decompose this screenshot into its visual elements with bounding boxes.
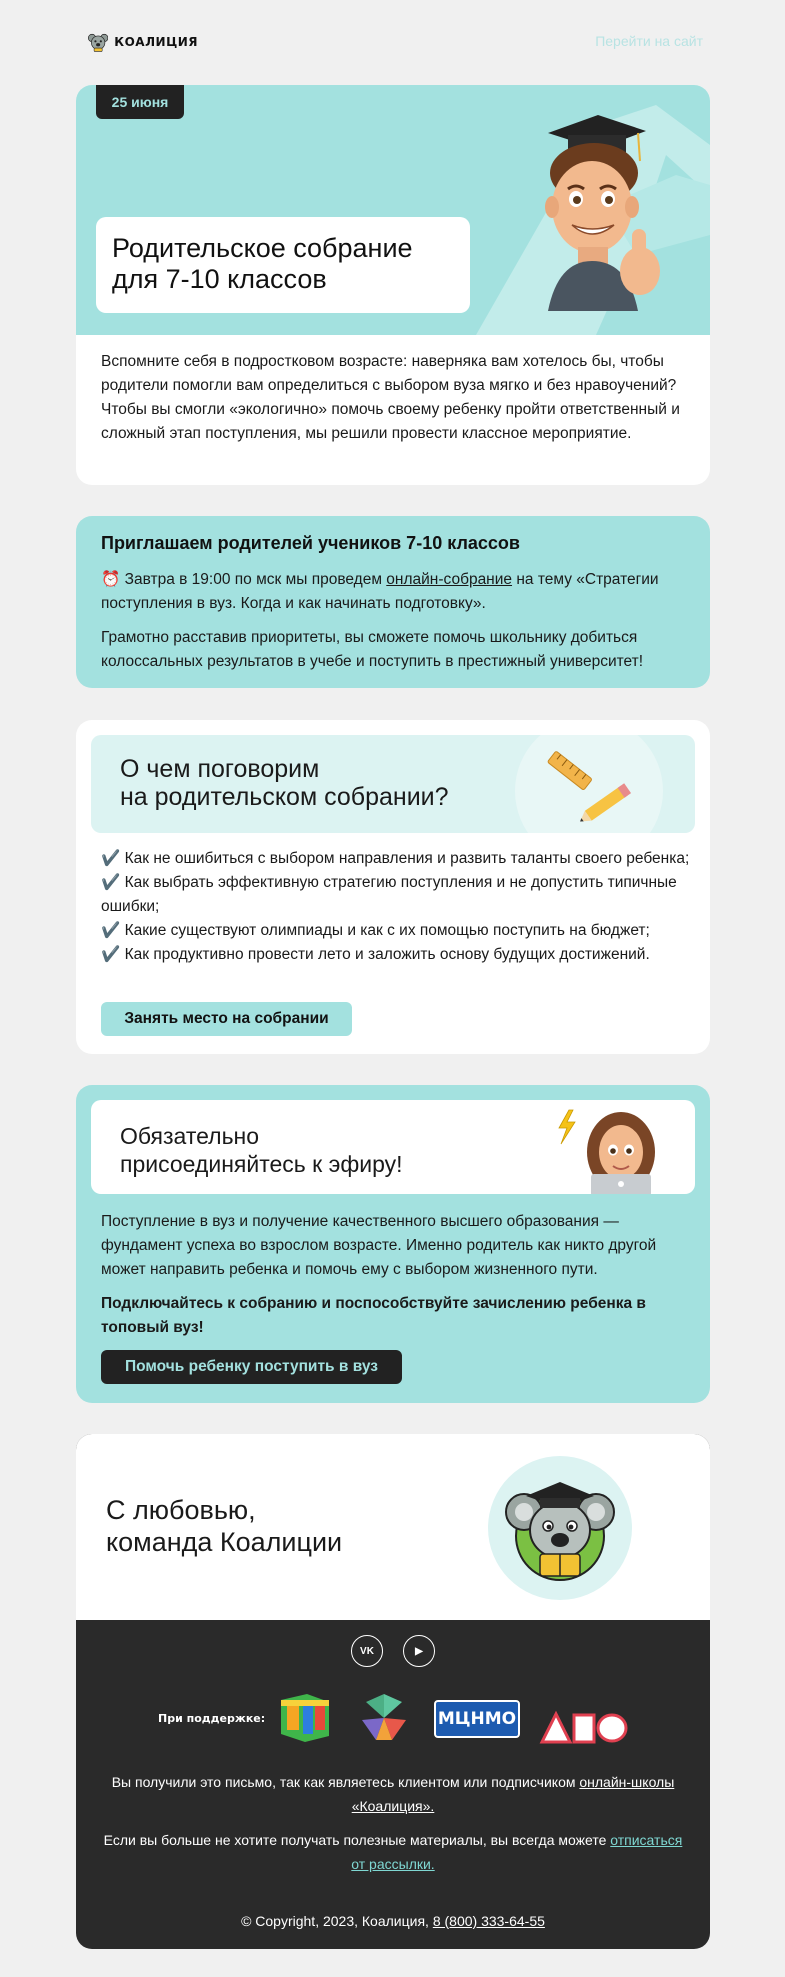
ruler-and-pencil-icon <box>539 745 639 825</box>
reserve-seat-button[interactable]: Занять место на собрании <box>101 1002 352 1036</box>
invite-card <box>76 516 710 688</box>
check-icon: ✔️ <box>101 874 121 891</box>
girl-with-laptop-image <box>553 1108 663 1194</box>
join-heading-line1: Обязательно <box>120 1123 260 1149</box>
invite-schedule-after: на тему «Стратегии поступления в вуз. Когда и как начинать подготовку». <box>101 571 659 612</box>
signoff-line1: С любовью, <box>106 1495 256 1525</box>
event-date-badge: 25 июня <box>96 85 184 119</box>
invite-schedule-text <box>101 568 691 616</box>
signoff-line2: команда Коалиции <box>106 1527 343 1557</box>
support-label: При поддержке: <box>158 1712 266 1725</box>
alarm-clock-icon: ⏰ <box>101 571 121 588</box>
unsubscribe-before: Если вы больше не хотите получать полезные материалы, вы всегда можете <box>103 1832 611 1848</box>
list-item <box>101 943 696 967</box>
topic-text: Как не ошибиться с выбором направления и развить таланты своего ребенка; <box>124 850 690 867</box>
invite-title: Приглашаем родителей учеников 7-10 классов <box>101 533 520 553</box>
topics-heading-line1: О чем поговорим <box>120 755 320 783</box>
hero-title-line2: для 7-10 классов <box>112 264 327 294</box>
join-banner <box>91 1100 695 1194</box>
subscription-reason-text <box>96 1770 690 1818</box>
signoff-section <box>76 1434 710 1620</box>
topics-heading <box>120 755 449 811</box>
partner-logo-cube[interactable] <box>277 1692 333 1744</box>
hero-title-line1: Родительское собрание <box>112 233 413 263</box>
topics-heading-line2: на родительском собрании? <box>120 783 449 811</box>
hero-card <box>76 85 710 485</box>
join-heading-line2: присоединяйтесь к эфиру! <box>120 1151 403 1177</box>
topics-card <box>76 720 710 1054</box>
check-icon: ✔️ <box>101 922 121 939</box>
youtube-icon[interactable]: ▶ <box>403 1635 435 1667</box>
go-to-site-link[interactable]: Перейти на сайт <box>595 33 703 49</box>
vk-icon[interactable]: VK <box>351 1635 383 1667</box>
list-item <box>101 847 696 871</box>
check-icon: ✔️ <box>101 850 121 867</box>
join-heading <box>120 1122 403 1178</box>
koala-logo-icon <box>88 27 108 57</box>
hero-banner <box>76 85 710 335</box>
subscription-reason-before: Вы получили это письмо, так как являетесь клиентом или подписчиком <box>111 1774 580 1790</box>
school-link[interactable]: онлайн-школы «Коалиция». <box>351 1774 675 1814</box>
topics-banner <box>91 735 695 833</box>
unsubscribe-link[interactable]: отписаться от рассылки. <box>351 1832 683 1872</box>
topic-text: Как продуктивно провести лето и заложить основу будущих достижений. <box>124 946 650 963</box>
graduate-avatar-image <box>528 111 668 311</box>
phone-link[interactable]: 8 (800) 333-64-55 <box>432 1913 545 1929</box>
brand-logo[interactable] <box>88 26 198 58</box>
list-item <box>101 871 696 919</box>
invite-benefit-text: Грамотно расставив приоритеты, вы сможете помочь школьнику добиться колоссальных результатов в учебе и поступить в престижный университет! <box>101 629 644 670</box>
koala-mascot-image <box>502 1474 618 1584</box>
unsubscribe-text <box>96 1828 690 1876</box>
join-description: Поступление в вуз и получение качественного высшего образования — фундамент успеха во взрослом возрасте. Именно родитель как никто другой может направить ребенка и помочь ему с выбором жизненного пути. <box>101 1213 657 1278</box>
topics-list <box>101 847 696 967</box>
help-child-enroll-button[interactable]: Помочь ребенку поступить в вуз <box>101 1350 402 1384</box>
partner-logo-star[interactable] <box>354 1692 414 1744</box>
partner-logo-mcnmo[interactable]: МЦНМО <box>434 1700 520 1738</box>
copyright-text: © Copyright, 2023, Коалиция, <box>241 1913 433 1929</box>
topic-text: Какие существуют олимпиады и как с их помощью поступить на бюджет; <box>124 922 650 939</box>
online-meeting-link[interactable]: онлайн-собрание <box>386 571 513 588</box>
signoff-footer-card <box>76 1434 710 1949</box>
partner-logo-dpo[interactable] <box>538 1702 630 1754</box>
brand-name: КОАЛИЦИЯ <box>114 35 198 49</box>
hero-description: Вспомните себя в подростковом возрасте: наверняка вам хотелось бы, чтобы родители помогли вам определиться с выбором вуза мягко и без нравоучений? Чтобы вы смогли «экологично» помочь своему ребенку пройти ответственный и сложный этап поступления, мы решили провести классное мероприятие. <box>101 353 680 442</box>
copyright <box>76 1913 710 1929</box>
check-icon: ✔️ <box>101 946 121 963</box>
signoff-text <box>106 1494 342 1558</box>
topic-text: Как выбрать эффективную стратегию поступления и не допустить типичные ошибки; <box>101 874 677 915</box>
join-call-to-action: Подключайтесь к собранию и поспособствуйте зачислению ребенка в топовый вуз! <box>101 1295 646 1336</box>
list-item <box>101 919 696 943</box>
invite-schedule-before: Завтра в 19:00 по мск мы проведем <box>120 571 387 588</box>
hero-title <box>96 217 470 313</box>
join-card <box>76 1085 710 1403</box>
